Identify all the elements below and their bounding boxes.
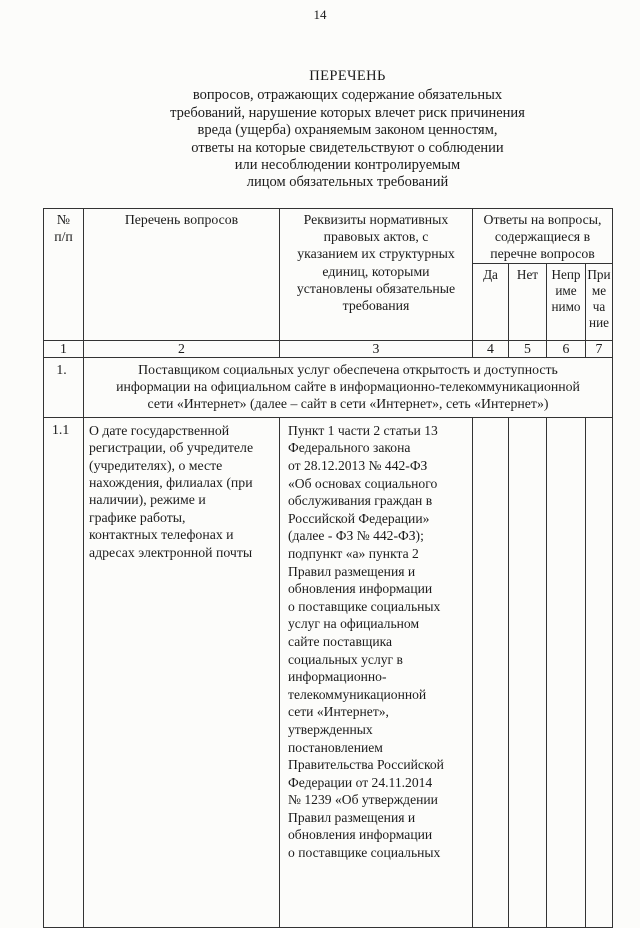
table-row: [44, 417, 613, 927]
title-line: требований, нарушение которых влечет риск причинения: [170, 104, 525, 121]
question-line: адресах электронной почты: [89, 544, 253, 560]
column-number: 5: [509, 340, 547, 357]
requisite-line: утвержденных: [288, 721, 373, 737]
requisite-line: постановлением: [288, 739, 383, 755]
header-answer-na-line: име: [555, 282, 577, 298]
header-requisites-line: Реквизиты нормативных: [303, 212, 449, 227]
header-requisites-line: требования: [342, 298, 410, 314]
title-heading: ПЕРЕЧЕНЬ: [309, 68, 386, 84]
header-requisites-line: правовых актов, с: [323, 229, 429, 245]
column-number: 3: [280, 340, 473, 357]
column-number: 1: [44, 340, 84, 357]
requisite-line: обновления информации: [288, 581, 433, 597]
header-requisites-line: единиц, которыми: [322, 263, 430, 279]
header-requisites: [280, 209, 473, 341]
header-answer-note-line: ме: [591, 282, 607, 298]
requisite-line: информационно-: [288, 669, 387, 685]
column-number-row: [44, 340, 613, 357]
header-requisites-line: установлены обязательные: [296, 280, 456, 296]
requisite-line: телекоммуникационной: [288, 686, 427, 702]
question-line: контактных телефонах и: [89, 527, 234, 543]
requisite-line: Правительства Российской: [288, 757, 444, 773]
header-number-line: п/п: [54, 229, 73, 245]
section-number: 1.: [44, 357, 84, 417]
header-answer-na-line: Непр: [551, 266, 581, 282]
title-line: или несоблюдении контролируемым: [234, 157, 461, 174]
question-line: наличии), режиме и: [89, 492, 206, 508]
requisite-line: № 1239 «Об утверждении: [288, 792, 438, 808]
answer-note-cell[interactable]: [586, 417, 613, 927]
requisite-line: «Об основах социального: [288, 475, 438, 491]
column-number: 4: [473, 340, 509, 357]
requisite-line: услуг на официальном: [288, 616, 420, 632]
header-number: [44, 209, 84, 341]
requisite-line: Пункт 1 части 2 статьи 13: [288, 422, 438, 438]
title-line: вреда (ущерба) охраняемым законом ценностям,: [197, 122, 498, 139]
column-number: 2: [84, 340, 280, 357]
requisite-line: обновления информации: [288, 827, 433, 843]
title-line: ответы на которые свидетельствуют о соблюдении: [191, 139, 504, 156]
requisite-line: о поставщике социальных: [288, 598, 441, 614]
requisite-line: Федерального закона: [288, 440, 411, 456]
section-title: [84, 357, 613, 417]
header-answers: [473, 209, 613, 264]
title-line: вопросов, отражающих содержание обязательных: [192, 87, 503, 104]
header-answer-note-line: ние: [589, 314, 609, 330]
header-answer-na-line: нимо: [551, 298, 581, 314]
question-line: нахождения, филиалах (при: [89, 475, 253, 491]
requisite-line: Российской Федерации»: [288, 510, 430, 526]
header-answers-line: содержащиеся в: [494, 229, 591, 245]
checklist-table: [43, 208, 613, 928]
question-text: [84, 417, 280, 927]
header-answer-note: [586, 263, 613, 340]
header-answers-line: перечне вопросов: [490, 246, 595, 262]
requisites-text: [280, 417, 473, 927]
header-answers-line: Ответы на вопросы,: [483, 212, 602, 227]
requisite-line: подпункт «а» пункта 2: [288, 545, 419, 561]
header-answer-note-line: При: [587, 266, 611, 282]
document-title: [120, 68, 575, 192]
header-answer-not-applicable: [547, 263, 586, 340]
requisite-line: Федерации от 24.11.2014: [288, 774, 433, 790]
header-number-line: №: [56, 212, 71, 227]
requisite-line: обслуживания граждан в: [288, 493, 433, 509]
requisite-line: Правил размещения и: [288, 563, 416, 579]
header-answer-no: Нет: [509, 263, 547, 340]
answer-yes-cell[interactable]: [473, 417, 509, 927]
question-number: 1.1: [44, 417, 84, 927]
question-line: (учредителях), о месте: [89, 457, 223, 473]
section-title-line: сети «Интернет» (далее – сайт в сети «Интернет», сеть «Интернет»): [147, 396, 549, 412]
requisite-line: сайте поставщика: [288, 633, 393, 649]
title-line: лицом обязательных требований: [246, 174, 449, 191]
column-number: 7: [586, 340, 613, 357]
answer-no-cell[interactable]: [509, 417, 547, 927]
requisite-line: социальных услуг в: [288, 651, 403, 667]
question-line: регистрации, об учредителе: [89, 440, 254, 456]
requisite-line: от 28.12.2013 № 442-ФЗ: [288, 458, 428, 474]
requisite-line: (далее - ФЗ № 442-ФЗ);: [288, 528, 424, 544]
requisite-line: Правил размещения и: [288, 809, 416, 825]
header-answer-yes: Да: [473, 263, 509, 340]
requisite-line: сети «Интернет»,: [288, 704, 389, 720]
page-number: 14: [313, 7, 327, 22]
question-line: графике работы,: [89, 509, 186, 525]
header-requisites-line: указанием их структурных: [297, 246, 455, 262]
section-row: [44, 357, 613, 417]
column-number: 6: [547, 340, 586, 357]
answer-not-applicable-cell[interactable]: [547, 417, 586, 927]
requisite-line: о поставщике социальных: [288, 845, 441, 861]
section-title-line: информации на официальном сайте в информационно-телекоммуникационной: [116, 379, 580, 395]
header-questions: Перечень вопросов: [84, 209, 280, 341]
section-title-line: Поставщиком социальных услуг обеспечена открытость и доступность: [138, 361, 558, 377]
header-answer-note-line: ча: [592, 298, 606, 314]
question-line: О дате государственной: [89, 422, 230, 438]
